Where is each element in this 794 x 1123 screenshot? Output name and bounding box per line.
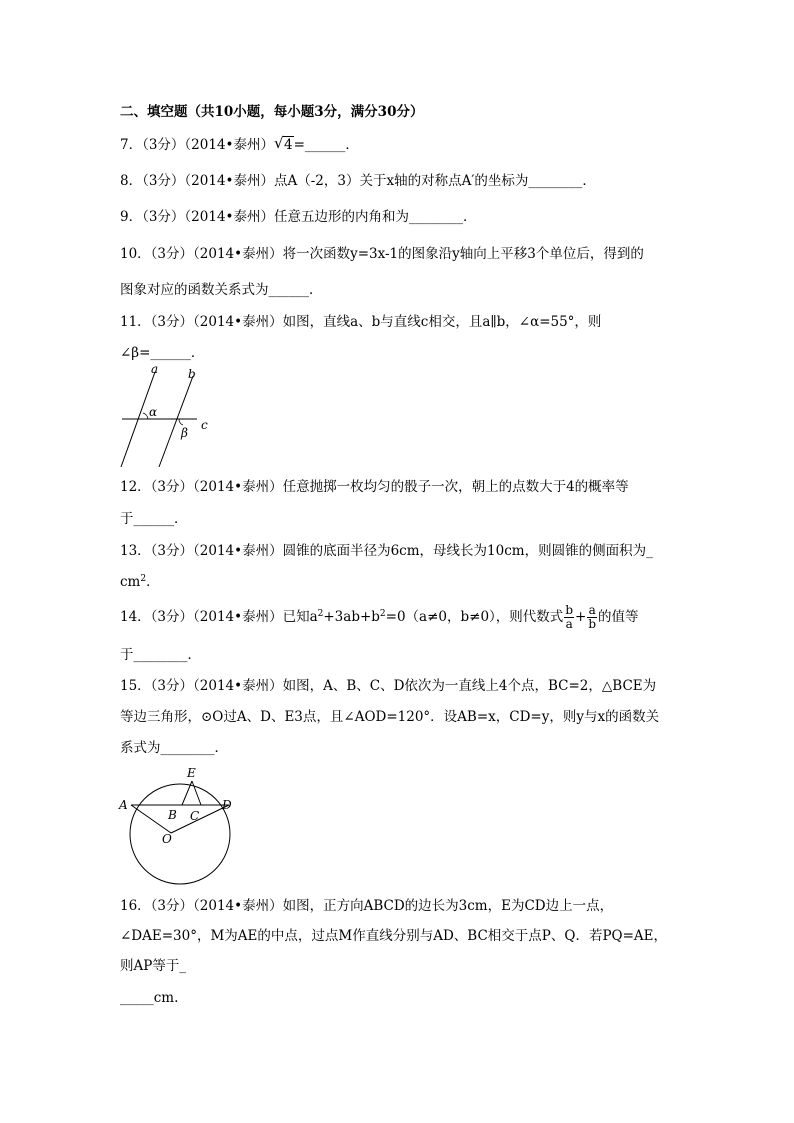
question-10-line1: 10．（3分）（2014•泰州）将一次函数y=3x-1的图象沿y轴向上平移3个单位后，得到的 xyxy=(120,246,644,262)
frac1-numerator: b xyxy=(565,603,573,617)
circle-o xyxy=(130,784,230,884)
q14-mid: +3ab+b xyxy=(323,609,380,625)
question-14-line2: 于________． xyxy=(120,647,201,663)
question-16-line1: 16．（3分）（2014•泰州）如图，正方向ABCD的边长为3cm，E为CD边上一点， xyxy=(120,898,614,914)
q13-end: ． xyxy=(146,574,160,590)
q14-pre: 14．（3分）（2014•泰州）已知a xyxy=(120,609,318,625)
q14-post: 的值等 xyxy=(598,609,639,625)
question-15-line3: 系式为________． xyxy=(120,740,228,756)
question-12-line2: 于______． xyxy=(120,511,188,527)
sqrt-expression: √ 4 xyxy=(274,134,293,153)
q7-suffix: =______． xyxy=(293,137,359,153)
label-b: b xyxy=(188,367,196,381)
question-13-line2 xyxy=(120,573,160,591)
question-8: 8．（3分）（2014•泰州）点A（-2，3）关于x轴的对称点A′的坐标为________． xyxy=(120,173,596,189)
fraction-a-over-b xyxy=(587,604,597,631)
question-9: 9．（3分）（2014•泰州）任意五边形的内角和为________． xyxy=(120,209,477,225)
question-16-line3: 则AP等于_ xyxy=(120,958,187,974)
frac2-denominator: b xyxy=(588,617,596,631)
segment-ce xyxy=(192,781,201,805)
label-o: O xyxy=(162,832,172,846)
question-15-line2: 等边三角形，⊙O过A、D、E3点，且∠AOD=120°．设AB=x，CD=y，则y与x的函数关 xyxy=(120,709,660,725)
section-title: 二、填空题（共10小题，每小题3分，满分30分） xyxy=(120,104,424,120)
q14-exp1: 2 xyxy=(317,609,324,619)
label-e: E xyxy=(187,766,196,780)
figure-parallel-lines xyxy=(115,362,220,470)
frac1-denominator: a xyxy=(565,617,573,631)
question-11-line1: 11．（3分）（2014•泰州）如图，直线a、b与直线c相交，且a∥b，∠α=55°，则 xyxy=(120,314,602,330)
q13-unit: cm xyxy=(120,574,141,590)
angle-beta-arc xyxy=(179,419,183,425)
q7-prefix: 7．（3分）（2014•泰州） xyxy=(120,137,274,153)
label-a: A xyxy=(119,798,128,812)
question-13-line1: 13．（3分）（2014•泰州）圆锥的底面半径为6cm，母线长为10cm，则圆锥的侧面积为_ xyxy=(120,543,653,559)
question-7 xyxy=(120,136,359,154)
question-16-line2: ∠DAE=30°，M为AE的中点，过点M作直线分别与AD、BC相交于点P、Q．若PQ=AE， xyxy=(120,928,668,944)
label-beta: β xyxy=(181,426,188,440)
angle-alpha-arc xyxy=(143,413,148,419)
label-a: a xyxy=(151,362,159,376)
label-c: C xyxy=(190,809,200,823)
q14-exp2: 2 xyxy=(379,609,386,619)
line-b xyxy=(159,376,193,467)
question-16-line4: _____cm. xyxy=(120,990,179,1006)
question-15-line1: 15．（3分）（2014•泰州）如图，A、B、C、D依次为一直线上4个点，BC=2，△BCE为 xyxy=(120,678,657,694)
q13-unit-exponent: 2 xyxy=(140,574,147,584)
frac2-numerator: a xyxy=(588,603,596,617)
question-12-line1: 12．（3分）（2014•泰州）任意抛掷一枚均匀的骰子一次，朝上的点数大于4的概率等 xyxy=(120,479,629,495)
segment-od xyxy=(171,805,229,833)
segment-oa xyxy=(131,805,171,833)
q14-plus: + xyxy=(575,609,587,625)
label-c: c xyxy=(201,418,208,432)
question-11-line2: ∠β=______． xyxy=(120,345,205,361)
fraction-b-over-a xyxy=(564,604,574,631)
label-alpha: α xyxy=(149,405,158,419)
question-10-line2: 图象对应的函数关系式为______． xyxy=(120,282,323,298)
label-d: D xyxy=(222,798,232,812)
sqrt-radicand: 4 xyxy=(284,137,293,153)
figure-circle xyxy=(116,764,248,886)
question-14-line1 xyxy=(120,604,639,631)
q14-condition: =0（a≠0，b≠0），则代数式 xyxy=(385,609,564,625)
label-b: B xyxy=(168,808,177,822)
